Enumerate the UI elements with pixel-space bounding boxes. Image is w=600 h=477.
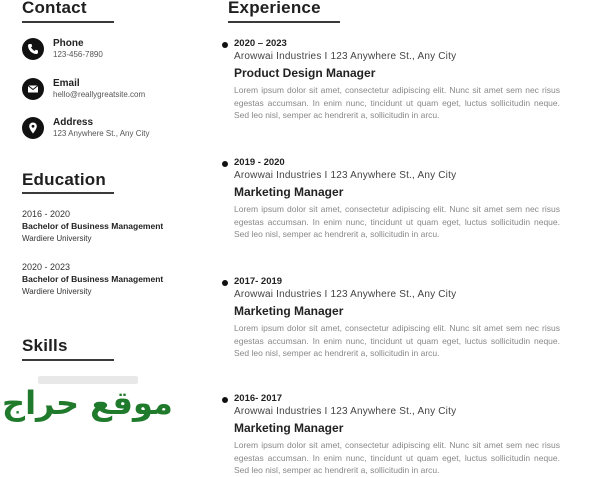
job-role: Product Design Manager	[234, 66, 376, 80]
watermark-logo: موقع حراج	[2, 384, 173, 422]
contact-phone	[22, 38, 202, 66]
contact-email	[22, 78, 202, 106]
experience-title: Experience	[228, 0, 321, 17]
watermark	[0, 372, 185, 450]
job-description: Lorem ipsum dolor sit amet, consectetur adipiscing elit. Nunc sit amet sem nec risus egestas accumsan. In enim nunc, tincidunt ut quam eget, luctus sollicitudin neque. Sed leo nisl, semper ac hendrerit a, sollicitudin in arcu.	[234, 204, 560, 239]
job-company: Arowwai Industries I 123 Anywhere St., Any City	[234, 289, 457, 300]
education-title: Education	[22, 170, 106, 189]
education-years: 2020 - 2023	[22, 262, 71, 272]
bullet-dot	[222, 397, 228, 403]
job-description: Lorem ipsum dolor sit amet, consectetur adipiscing elit. Nunc sit amet sem nec risus egestas accumsan. In enim nunc, tincidunt ut quam eget, luctus sollicitudin neque. Sed leo nisl, semper ac hendrerit a, sollicitudin in arcu.	[234, 85, 560, 120]
job-dates: 2020 – 2023	[234, 38, 287, 49]
education-item	[22, 262, 207, 296]
education-school: Wardiere University	[22, 234, 92, 243]
bullet-dot	[222, 280, 228, 286]
sidebar	[0, 0, 205, 450]
job-role: Marketing Manager	[234, 185, 344, 199]
education-school: Wardiere University	[22, 287, 92, 296]
experience-item	[222, 157, 567, 267]
address-value: 123 Anywhere St., Any City	[53, 129, 150, 138]
job-company: Arowwai Industries I 123 Anywhere St., Any City	[234, 51, 457, 62]
phone-icon	[22, 38, 44, 60]
education-degree: Bachelor of Business Management	[22, 274, 164, 284]
job-dates: 2019 - 2020	[234, 157, 285, 168]
education-divider	[22, 192, 114, 194]
experience-item	[222, 38, 567, 148]
education-degree: Bachelor of Business Management	[22, 221, 164, 231]
education-years: 2016 - 2020	[22, 209, 71, 219]
job-role: Marketing Manager	[234, 304, 344, 318]
experience-item	[222, 393, 567, 475]
job-company: Arowwai Industries I 123 Anywhere St., Any City	[234, 170, 457, 181]
experience-divider	[228, 21, 340, 23]
phone-value: 123-456-7890	[53, 50, 103, 59]
email-label: Email	[53, 78, 80, 89]
contact-title: Contact	[22, 0, 87, 17]
experience-section	[222, 0, 600, 475]
job-company: Arowwai Industries I 123 Anywhere St., Any City	[234, 406, 457, 417]
address-label: Address	[53, 117, 94, 128]
skills-divider	[22, 359, 114, 361]
job-description: Lorem ipsum dolor sit amet, consectetur adipiscing elit. Nunc sit amet sem nec risus egestas accumsan. In enim nunc, tincidunt ut quam eget, luctus sollicitudin neque. Sed leo nisl, semper ac hendrerit a, sollicitudin in arcu.	[234, 440, 560, 475]
job-role: Marketing Manager	[234, 421, 344, 435]
email-icon	[22, 78, 44, 100]
experience-item	[222, 276, 567, 386]
bullet-dot	[222, 161, 228, 167]
bullet-dot	[222, 42, 228, 48]
contact-divider	[22, 21, 114, 23]
job-dates: 2016- 2017	[234, 393, 283, 404]
job-dates: 2017- 2019	[234, 276, 283, 287]
contact-address	[22, 117, 202, 145]
phone-label: Phone	[53, 38, 84, 49]
skills-title: Skills	[22, 336, 68, 355]
email-value: hello@reallygreatsite.com	[53, 90, 146, 99]
job-description: Lorem ipsum dolor sit amet, consectetur adipiscing elit. Nunc sit amet sem nec risus egestas accumsan. In enim nunc, tincidunt ut quam eget, luctus sollicitudin neque. Sed leo nisl, semper ac hendrerit a, sollicitudin in arcu.	[234, 323, 560, 358]
education-item	[22, 209, 207, 243]
location-icon	[22, 117, 44, 139]
